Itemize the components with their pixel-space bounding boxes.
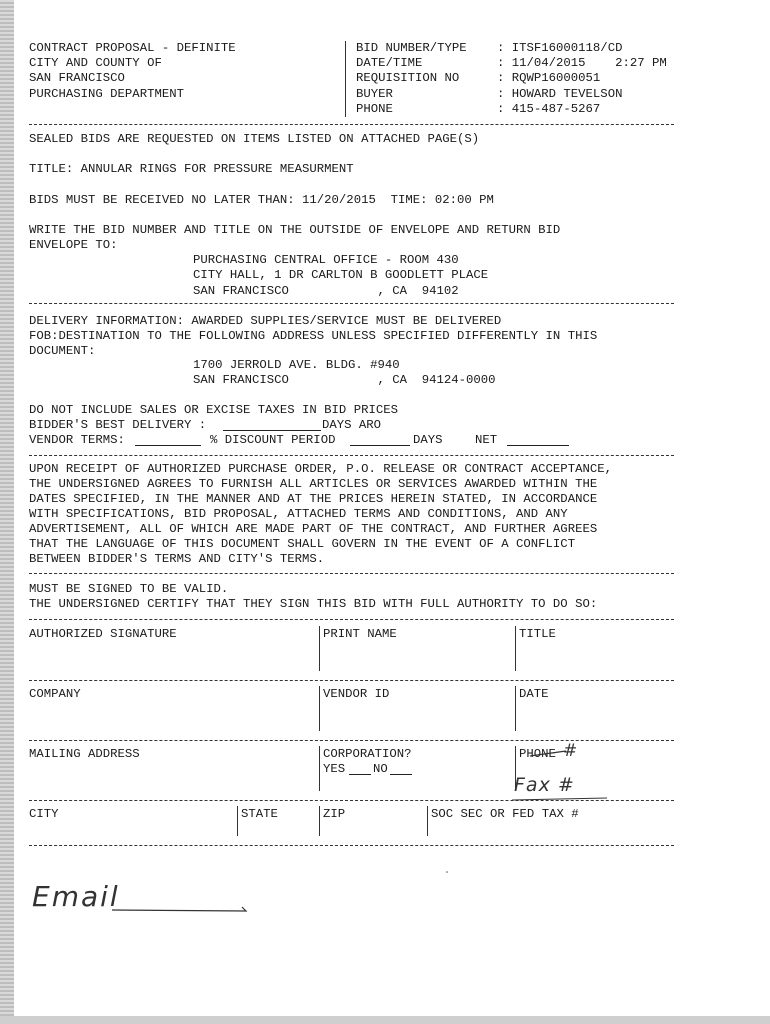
cell-divider [515,686,516,731]
cell-divider [319,806,320,836]
sign-notice-2: THE UNDERSIGNED CERTIFY THAT THEY SIGN THIS BID WITH FULL AUTHORITY TO DO SO: [29,597,598,611]
handwritten-phone-line [530,748,570,760]
handwritten-fax-underline [512,796,612,804]
agreement-line-7: BETWEEN BIDDER'S TERMS AND CITY'S TERMS. [29,552,325,566]
best-delivery-field[interactable] [223,430,321,431]
phone-label: PHONE [356,102,393,116]
agreement-line-1: UPON RECEIPT OF AUTHORIZED PURCHASE ORDER, P.O. RELEASE OR CONTRACT ACCEPTANCE, [29,462,612,476]
delivery-line-3: DOCUMENT: [29,344,96,358]
divider [29,845,674,846]
state-label: STATE [241,807,278,821]
delivery-address-2: SAN FRANCISCO , CA 94124-0000 [193,373,496,387]
zip-label: ZIP [323,807,346,821]
mailing-address-label: MAILING ADDRESS [29,747,140,761]
date-time-value: : 11/04/2015 2:27 PM [497,56,667,70]
bid-deadline: BIDS MUST BE RECEIVED NO LATER THAN: 11/20/2015 TIME: 02:00 PM [29,193,494,207]
vendor-id-label: VENDOR ID [323,687,390,701]
phone-field-label: PHONE [519,747,556,761]
bid-number-value: : ITSF16000118/CD [497,41,623,55]
cell-divider [319,686,320,731]
header-line-1: CONTRACT PROPOSAL - DEFINITE [29,41,236,55]
cell-divider [237,806,238,836]
delivery-line-2: FOB:DESTINATION TO THE FOLLOWING ADDRESS UNLESS SPECIFIED DIFFERENTLY IN THIS [29,329,598,343]
cell-divider [515,626,516,671]
scan-speck [445,870,449,874]
cell-divider [427,806,428,836]
cell-divider [319,626,320,671]
net-label: NET [475,433,498,447]
agreement-line-6: THAT THE LANGUAGE OF THIS DOCUMENT SHALL GOVERN IN THE EVENT OF A CONFLICT [29,537,576,551]
divider [29,619,674,620]
divider [29,124,674,125]
vendor-terms-percent-field[interactable] [135,445,201,446]
bid-number-label: BID NUMBER/TYPE [356,41,467,55]
return-address-1: PURCHASING CENTRAL OFFICE - ROOM 430 [193,253,459,267]
title-label: TITLE [519,627,556,641]
bid-title: TITLE: ANNULAR RINGS FOR PRESSURE MEASURMENT [29,162,354,176]
corporation-no-field[interactable] [390,774,412,775]
handwritten-email: Email [32,880,120,913]
divider [29,573,674,574]
divider [29,680,674,681]
best-delivery-suffix: DAYS ARO [322,418,382,432]
return-instruction-1: WRITE THE BID NUMBER AND TITLE ON THE OUTSIDE OF ENVELOPE AND RETURN BID [29,223,561,237]
agreement-line-2: THE UNDERSIGNED AGREES TO FURNISH ALL ARTICLES OR SERVICES AWARDED WITHIN THE [29,477,598,491]
buyer-label: BUYER [356,87,393,101]
agreement-line-4: WITH SPECIFICATIONS, BID PROPOSAL, ATTACHED TERMS AND CONDITIONS, AND ANY [29,507,568,521]
authorized-signature-label: AUTHORIZED SIGNATURE [29,627,177,641]
print-name-label: PRINT NAME [323,627,397,641]
divider [29,740,674,741]
city-label: CITY [29,807,59,821]
handwritten-fax: Fax # [514,774,575,796]
header-line-4: PURCHASING DEPARTMENT [29,87,184,101]
handwritten-phone-mark: # [563,741,578,761]
requisition-label: REQUISITION NO [356,71,460,85]
soc-sec-label: SOC SEC OR FED TAX # [431,807,579,821]
divider [29,303,674,304]
buyer-value: : HOWARD TEVELSON [497,87,623,101]
agreement-line-5: ADVERTISEMENT, ALL OF WHICH ARE MADE PART OF THE CONTRACT, AND FURTHER AGREES [29,522,598,536]
corporation-yes-field[interactable] [349,774,371,775]
return-instruction-2: ENVELOPE TO: [29,238,118,252]
return-address-3: SAN FRANCISCO , CA 94102 [193,284,459,298]
header-line-2: CITY AND COUNTY OF [29,56,162,70]
corporation-yes-label: YES [323,762,346,776]
return-address-2: CITY HALL, 1 DR CARLTON B GOODLETT PLACE [193,268,489,282]
delivery-line-1: DELIVERY INFORMATION: AWARDED SUPPLIES/SERVICE MUST BE DELIVERED [29,314,502,328]
header-line-3: SAN FRANCISCO [29,71,125,85]
delivery-address-1: 1700 JERROLD AVE. BLDG. #940 [193,358,400,372]
date-time-label: DATE/TIME [356,56,423,70]
sign-notice-1: MUST BE SIGNED TO BE VALID. [29,582,229,596]
sealed-bids-text: SEALED BIDS ARE REQUESTED ON ITEMS LISTED ON ATTACHED PAGE(S) [29,132,480,146]
divider [29,455,674,456]
best-delivery-label: BIDDER'S BEST DELIVERY : [29,418,207,432]
corporation-no-label: NO [373,762,388,776]
net-field[interactable] [507,445,569,446]
company-label: COMPANY [29,687,81,701]
date-label: DATE [519,687,549,701]
cell-divider [319,746,320,791]
agreement-line-3: DATES SPECIFIED, IN THE MANNER AND AT THE PRICES HEREIN STATED, IN ACCORDANCE [29,492,598,506]
discount-period-label: % DISCOUNT PERIOD [210,433,336,447]
header-divider [345,41,346,117]
tax-notice: DO NOT INCLUDE SALES OR EXCISE TAXES IN BID PRICES [29,403,398,417]
phone-value: : 415-487-5267 [497,102,601,116]
corporation-label: CORPORATION? [323,747,412,761]
days-label: DAYS [413,433,443,447]
handwritten-email-line [112,904,252,918]
discount-period-field[interactable] [350,445,410,446]
requisition-value: : RQWP16000051 [497,71,601,85]
vendor-terms-label: VENDOR TERMS: [29,433,125,447]
